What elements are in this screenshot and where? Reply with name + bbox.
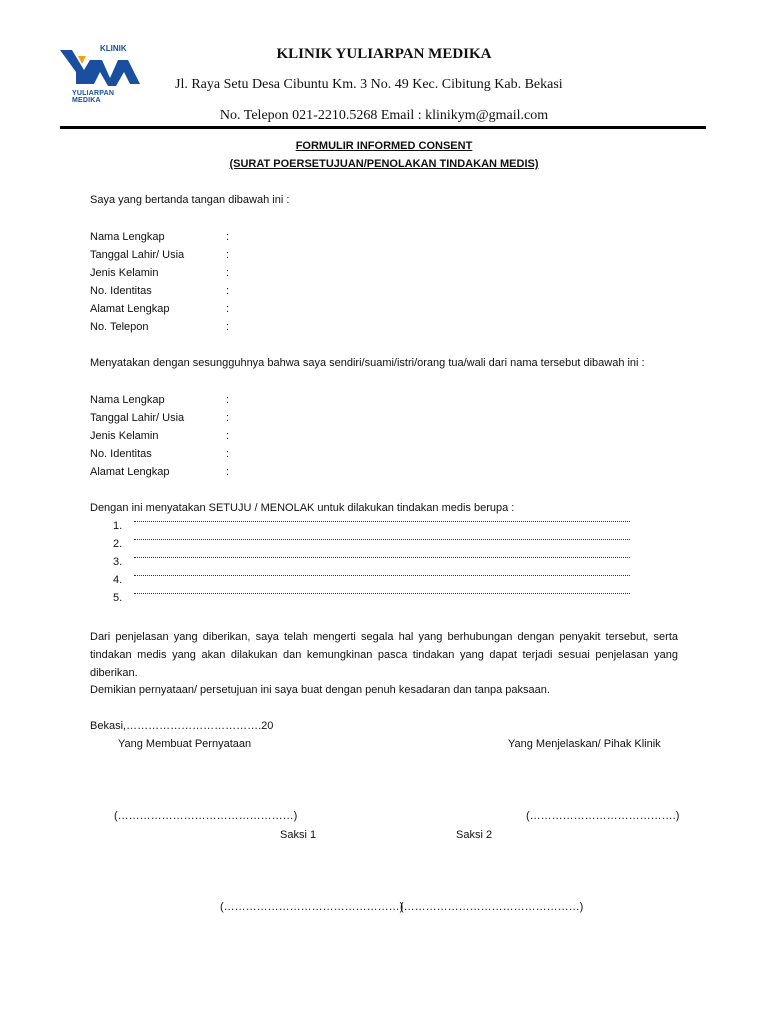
intro-text: Saya yang bertanda tangan dibawah ini : (90, 194, 290, 206)
form-title: FORMULIR INFORMED CONSENT (295, 140, 473, 152)
clinic-address: Jl. Raya Setu Desa Cibuntu Km. 3 No. 49 Kec. Cibitung Kab. Bekasi (175, 77, 563, 92)
signer-field-id-input[interactable]: : (226, 285, 230, 297)
signer-field-address-label: Alamat Lengkap (90, 303, 170, 315)
form-subtitle: (SURAT POERSETUJUAN/PENOLAKAN TINDAKAN MEDIS) (229, 158, 539, 170)
witness2-label: Saksi 2 (456, 829, 493, 841)
signer-field-phone-input[interactable]: : (226, 321, 230, 333)
patient-field-address-label: Alamat Lengkap (90, 466, 170, 478)
action-number: 5. (113, 592, 123, 604)
patient-field-name-label: Nama Lengkap (90, 394, 165, 406)
patient-field-dob-input[interactable]: : (226, 412, 230, 424)
right-signature-line[interactable]: (………………………………….) (526, 810, 680, 822)
action-number: 3. (113, 556, 123, 568)
clinic-contact: No. Telepon 021-2210.5268 Email : klinikym@gmail.com (219, 108, 549, 123)
signer-field-phone-label: No. Telepon (90, 321, 149, 333)
patient-field-id-label: No. Identitas (90, 448, 152, 460)
patient-field-name-input[interactable]: : (226, 394, 230, 406)
explanation-paragraph: Dari penjelasan yang diberikan, saya telah mengerti segala hal yang berhubungan dengan penyakit tersebut, serta tindakan medis yang akan dilakukan dan kemungkinan pasca tindakan yang dapat terjadi sesuai penjelasan yang diberikan. (90, 631, 678, 679)
right-signer-title: Yang Menjelaskan/ Pihak Klinik (508, 738, 661, 750)
consent-statement: Dengan ini menyatakan SETUJU / MENOLAK untuk dilakukan tindakan medis berupa : (90, 502, 515, 514)
witness1-label: Saksi 1 (280, 829, 317, 841)
patient-field-id-input[interactable]: : (226, 448, 230, 460)
action-entry-line[interactable] (134, 538, 630, 540)
patient-field-address-input[interactable]: : (226, 466, 230, 478)
patient-field-gender-input[interactable]: : (226, 430, 230, 442)
relation-statement: Menyatakan dengan sesungguhnya bahwa saya sendiri/suami/istri/orang tua/wali dari nama tersebut dibawah ini : (90, 357, 645, 369)
action-number: 2. (113, 538, 123, 550)
header-divider (60, 126, 706, 129)
left-signature-line[interactable]: (…………………………………………) (114, 810, 298, 822)
signer-field-gender-label: Jenis Kelamin (90, 267, 159, 279)
logo-klinik-text: KLINIK (100, 44, 127, 53)
signer-field-gender-input[interactable]: : (226, 267, 230, 279)
patient-field-dob-label: Tanggal Lahir/ Usia (90, 412, 185, 424)
action-entry-line[interactable] (134, 520, 630, 522)
signer-field-id-label: No. Identitas (90, 285, 152, 297)
clinic-name: KLINIK YULIARPAN MEDIKA (276, 46, 492, 62)
signer-field-name-label: Nama Lengkap (90, 231, 165, 243)
signer-field-name-input[interactable]: : (226, 231, 230, 243)
action-entry-line[interactable] (134, 556, 630, 558)
action-number: 1. (113, 520, 123, 532)
witness2-signature-line[interactable]: (…………………………………………) (400, 901, 584, 913)
witness1-signature-line[interactable]: (…………………………………………) (220, 901, 404, 913)
action-number: 4. (113, 574, 123, 586)
place-date: Bekasi,……………………………….20 (90, 720, 274, 732)
action-entry-line[interactable] (134, 592, 630, 594)
closing-statement: Demikian pernyataan/ persetujuan ini saya buat dengan penuh kesadaran dan tanpa paksaan. (90, 684, 550, 696)
action-entry-line[interactable] (134, 574, 630, 576)
left-signer-title: Yang Membuat Pernyataan (118, 738, 252, 750)
signer-field-address-input[interactable]: : (226, 303, 230, 315)
signer-field-dob-input[interactable]: : (226, 249, 230, 261)
signer-field-dob-label: Tanggal Lahir/ Usia (90, 249, 185, 261)
logo-subtitle-text: YULIARPAN MEDIKA (72, 90, 115, 104)
patient-field-gender-label: Jenis Kelamin (90, 430, 159, 442)
